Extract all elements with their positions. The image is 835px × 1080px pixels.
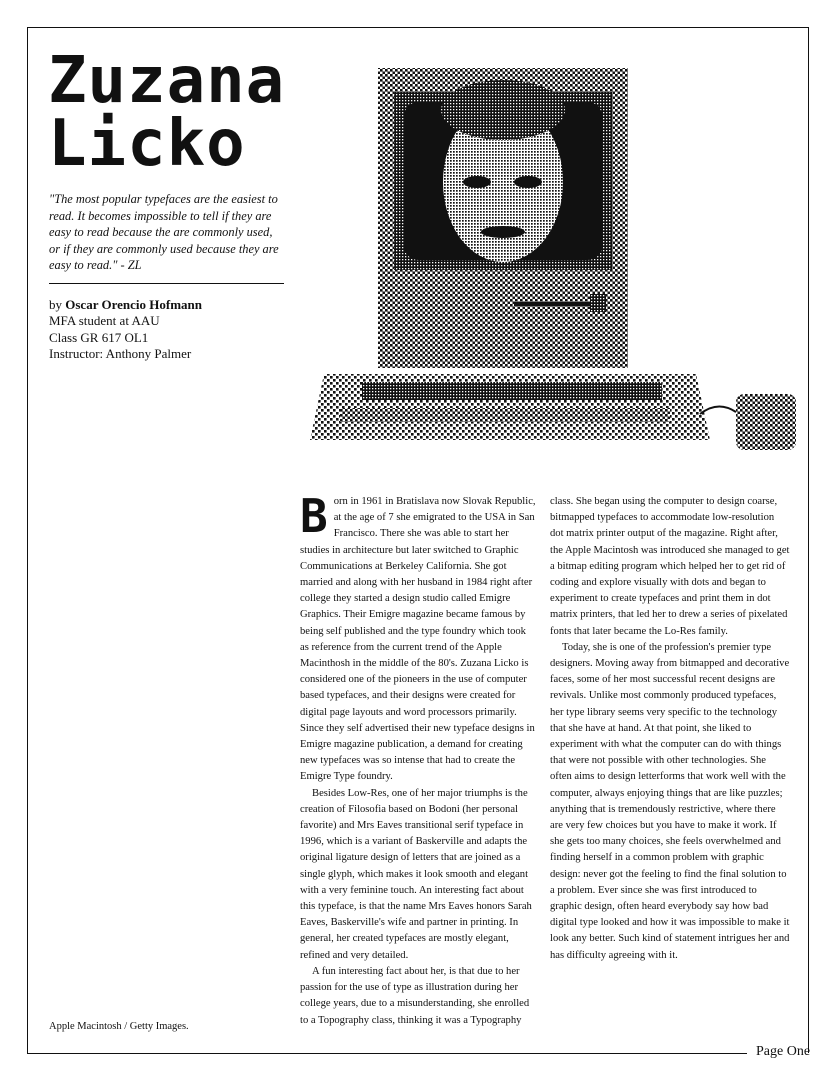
quote-divider bbox=[49, 283, 284, 284]
title-line-2: Licko bbox=[48, 107, 246, 181]
illustration-caption: Apple Macintosh / Getty Images. bbox=[49, 1021, 189, 1032]
article-column-1 bbox=[300, 489, 536, 1029]
author-name: Oscar Orencio Hofmann bbox=[65, 297, 202, 312]
pull-quote: "The most popular typefaces are the easiest to read. It becomes impossible to tell if they are easy to read because the are commonly used, or if they are commonly used because they are easy to read." - ZL bbox=[49, 192, 279, 272]
byline bbox=[49, 297, 202, 313]
frame-right-rule bbox=[808, 27, 809, 1053]
frame-bottom-rule bbox=[27, 1053, 747, 1054]
credit-line-student: MFA student at AAU bbox=[49, 313, 160, 329]
drop-cap: B bbox=[300, 489, 328, 543]
credit-line-class: Class GR 617 OL1 bbox=[49, 329, 149, 345]
by-label: by bbox=[49, 297, 62, 312]
article-paragraph: A fun interesting fact about her, is that due to her passion for the use of type as illustration during her college years, due to a misunderstanding, she enrolled to a Topography class, thinking it was a Typography bbox=[300, 965, 530, 1026]
article-paragraph-continued: class. She began using the computer to design coarse, bitmapped typefaces to accommodate low-resolution dot matrix printer output of the magazine. Right after, the Apple Macintosh was introduced she managed to get a bitmap editing program which helped her to get rid of coding and explore visually with dots and began to experiment to create typefaces and print them in dot matrix printers, that led her to drew a series of pixelated fonts that later became the Lo-Res family. bbox=[550, 496, 790, 637]
apple-macintosh-dither-illustration bbox=[300, 64, 800, 454]
article-paragraph bbox=[300, 489, 536, 786]
frame-left-rule bbox=[27, 27, 28, 1053]
article-column-2 bbox=[550, 494, 790, 964]
credit-line-instructor: Instructor: Anthony Palmer bbox=[49, 345, 192, 361]
frame-top-rule bbox=[27, 27, 809, 28]
article-paragraph: Besides Low-Res, one of her major triumphs is the creation of Filosofia based on Bodoni (her personal favorite) and Mrs Eaves transitional serif typeface in 1996, which is a variant of Baskerville and adapts the original ligature design of letters that are joined as a single glyph, which makes it look smooth and elegant with a very feminine touch. An interesting fact about this typeface, is that the name Mrs Eaves honors Sarah Eaves, Baskerville's wife and partner in printing. In general, her created typefaces are mostly elegant, refined and very detailed. bbox=[300, 787, 532, 961]
title-line-1: Zuzana bbox=[48, 44, 286, 118]
page-number: Page One bbox=[756, 1044, 811, 1059]
author-credits bbox=[49, 297, 202, 362]
paragraph-text: orn in 1961 in Bratislava now Slovak Republic, at the age of 7 she emigrated to the USA in San Francisco. There she was able to start her studies in architecture but later switched to Graphic Communications at Berkeley California. She got married and along with her husband in 1984 right after college they started a design studio called Emigre Graphics. Their Emigre magazine became famous by being self published and the type foundry which took as reference from the current trend of the Apple Macinthosh in the middle of the 80's. Zuzana Licko is considered one of the pioneers in the use of computer based typefaces, and their designs were created for digital page layouts and word processors primarily. Since they self advertised their new typeface designs in Emigre magazine publication, a demand for creating new typefaces was so intense that had to create the Emigre Type foundry. bbox=[300, 496, 536, 783]
article-paragraph: Today, she is one of the profession's premier type designers. Moving away from bitmapped and decorative faces, some of her most successful recent designs are revivals. Unlike most commonly produced typefaces, her type library seems very specific to the technology that she have at hand. At that point, she liked to experiment with what the computer can do with things that were not possible with other technologies. She often aims to design letterforms that work well with the computer, always enjoying things that are like puzzles; anything that is tremendously restrictive, where there are very few choices but you have to make it work. If she gets too many choices, she feels overwhelmed and finding herself in a common problem with graphic design: never got the feeling to find the final solution to a problem. Ever since she was first introduced to graphic design, often heard everybody say how bad digital type looked and how it was impossible to make it look any better. Such kind of statement intrigues her and has difficulty agreeing with it. bbox=[550, 641, 790, 961]
page-title bbox=[48, 44, 286, 181]
